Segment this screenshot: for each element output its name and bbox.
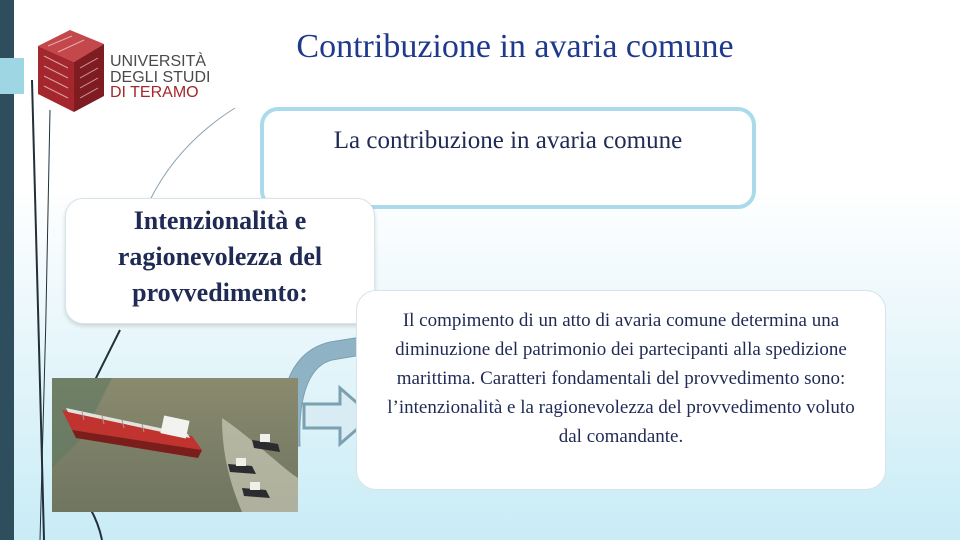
left-box-text: Intenzionalità e ragionevolezza del provvedimento: (117, 206, 323, 307)
left-accent-block (0, 58, 24, 94)
logo-cube-icon (38, 30, 104, 112)
logo-line-1: UNIVERSITÀ (110, 53, 207, 70)
logo-line-2: DEGLI STUDI (110, 69, 210, 86)
ship-photo (52, 378, 298, 512)
slide-title: Contribuzione in avaria comune (296, 28, 734, 65)
logo-line-3: DI TERAMO (110, 84, 199, 101)
right-box-text: Il compimento di un atto di avaria comune determina una diminuzione del patrimonio dei partecipanti alla spedizione marittima. Caratteri fondamentali del provvedimento sono: l’intenzionalità e la ragionevolezza del provvedimento voluto dal comandante. (387, 310, 855, 447)
top-box-text: La contribuzione in avaria comune (333, 127, 683, 154)
university-logo (30, 24, 210, 119)
